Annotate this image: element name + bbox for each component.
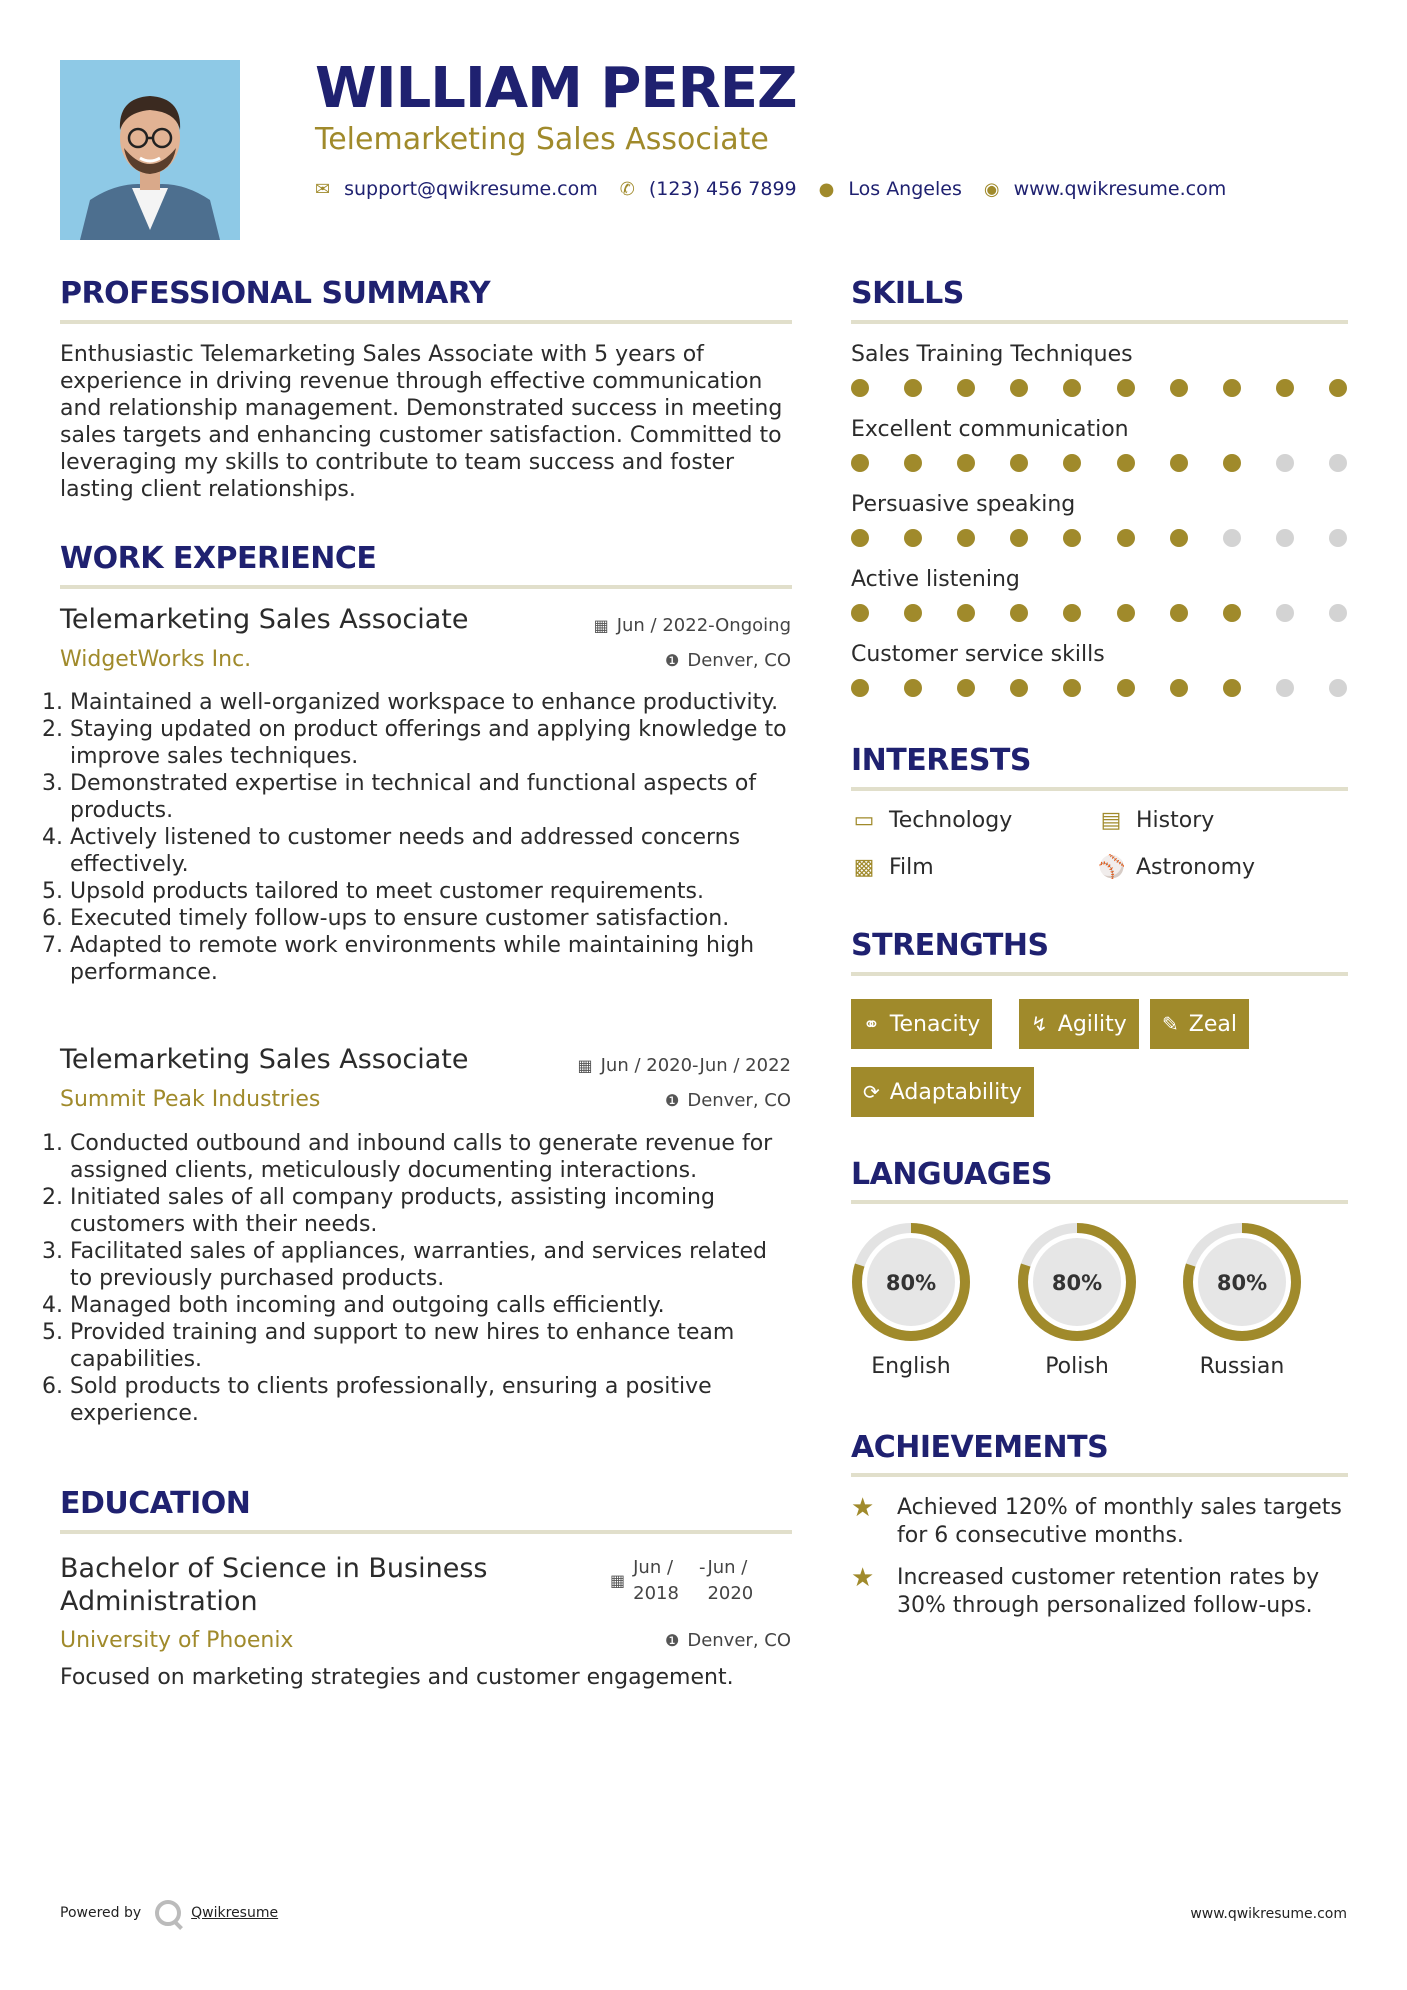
language-gauge xyxy=(849,1220,973,1344)
skills-heading: SKILLS xyxy=(851,276,964,311)
strength-label: Tenacity xyxy=(889,1011,981,1037)
date-end xyxy=(707,1555,753,1607)
job-duties-list xyxy=(52,689,792,986)
rating-dot xyxy=(1276,379,1294,397)
rating-dot xyxy=(957,379,975,397)
skill-name: Persuasive speaking xyxy=(851,492,1076,517)
achievement-text xyxy=(897,1564,1319,1620)
rating-dot xyxy=(1329,604,1347,622)
job-date-text: Jun / 2022-Ongoing xyxy=(616,615,791,636)
rating-dot xyxy=(851,604,869,622)
list-item: 3. Demonstrated expertise in technical and functional aspects of products. xyxy=(70,770,792,824)
job-title: Telemarketing Sales Associate xyxy=(60,604,469,635)
interest-item xyxy=(1098,808,1214,833)
date-start xyxy=(633,1555,679,1607)
language-item xyxy=(1180,1220,1304,1379)
school-location xyxy=(665,1630,791,1651)
languages-heading: LANGUAGES xyxy=(851,1157,1052,1192)
achievement-line: Increased customer retention rates by xyxy=(897,1565,1320,1590)
rating-dot xyxy=(1063,529,1081,547)
interest-item xyxy=(851,808,1012,833)
gauge-percent: 80% xyxy=(1051,1271,1103,1295)
job-location-text: Denver, CO xyxy=(687,650,791,671)
rating-dot xyxy=(1223,679,1241,697)
interest-label: History xyxy=(1136,808,1215,833)
rating-dot xyxy=(1276,679,1294,697)
rating-dot xyxy=(1063,604,1081,622)
rating-dot xyxy=(904,529,922,547)
rating-dot xyxy=(1117,454,1135,472)
education-divider xyxy=(60,1530,792,1534)
skill-rating xyxy=(851,604,1347,622)
rating-dot xyxy=(851,529,869,547)
rating-dot xyxy=(851,679,869,697)
date-text: Jun / xyxy=(633,1557,674,1578)
job-company: Summit Peak Industries xyxy=(60,1087,321,1112)
rating-dot xyxy=(1117,379,1135,397)
rating-dot xyxy=(1170,679,1188,697)
strength-label: Adaptability xyxy=(889,1079,1022,1105)
bolt-icon: ↯ xyxy=(1031,1012,1048,1036)
skills-divider xyxy=(851,320,1348,324)
list-item: 7. Adapted to remote work environments while maintaining high performance. xyxy=(70,932,792,986)
contact-bar xyxy=(315,178,1248,200)
achievement-item xyxy=(851,1494,1342,1550)
rating-dot xyxy=(1223,454,1241,472)
calendar-icon: ▦ xyxy=(610,1571,626,1590)
list-item: 1. Maintained a well-organized workspace to enhance productivity. xyxy=(70,689,792,716)
strengths-heading: STRENGTHS xyxy=(851,928,1049,963)
language-gauge xyxy=(1180,1220,1304,1344)
interest-item xyxy=(1098,855,1255,880)
education-date xyxy=(610,1555,753,1607)
skill-rating xyxy=(851,379,1347,397)
skill-rating xyxy=(851,679,1347,697)
skills-list xyxy=(851,342,1348,717)
list-item: 5. Provided training and support to new hires to enhance team capabilities. xyxy=(70,1319,792,1373)
interest-label: Technology xyxy=(889,808,1013,833)
degree-title xyxy=(60,1552,487,1618)
achievements-divider xyxy=(851,1473,1348,1477)
interests-divider xyxy=(851,787,1348,791)
rating-dot xyxy=(1063,679,1081,697)
pen-icon: ✎ xyxy=(1162,1012,1179,1036)
calendar-icon: ▦ xyxy=(577,1056,593,1075)
rating-dot xyxy=(1170,604,1188,622)
profile-photo xyxy=(60,60,240,240)
rating-dot xyxy=(1223,379,1241,397)
list-item: 3. Facilitated sales of appliances, warranties, and services related to previously purchased products. xyxy=(70,1238,792,1292)
rating-dot xyxy=(957,679,975,697)
footer-powered-by xyxy=(60,1900,278,1926)
language-name: English xyxy=(871,1354,951,1379)
rating-dot xyxy=(1063,379,1081,397)
calendar-icon: ▦ xyxy=(593,616,609,635)
pin-icon: ❶ xyxy=(665,651,680,670)
job-location-text: Denver, CO xyxy=(687,1090,791,1111)
pin-icon: ❶ xyxy=(665,1631,680,1650)
list-item: 5. Upsold products tailored to meet customer requirements. xyxy=(70,878,792,905)
summary-divider xyxy=(60,320,792,324)
phone-icon: ✆ xyxy=(619,178,635,200)
summary-heading: PROFESSIONAL SUMMARY xyxy=(60,276,491,311)
strength-tag xyxy=(851,999,992,1049)
job-location xyxy=(665,650,791,671)
strength-tag xyxy=(1019,999,1139,1049)
rating-dot xyxy=(1170,379,1188,397)
list-item: 2. Staying updated on product offerings and applying knowledge to improve sales techniques. xyxy=(70,716,792,770)
interest-item xyxy=(851,855,934,880)
achievement-line: for 6 consecutive months. xyxy=(897,1523,1184,1548)
rating-dot xyxy=(1117,529,1135,547)
skill-row xyxy=(851,492,1348,567)
skill-name: Customer service skills xyxy=(851,642,1105,667)
list-item: 1. Conducted outbound and inbound calls to generate revenue for assigned clients, meticulously documenting interactions. xyxy=(70,1130,792,1184)
strength-label: Agility xyxy=(1057,1011,1127,1037)
date-text: Jun / xyxy=(707,1557,748,1578)
achievement-line: Achieved 120% of monthly sales targets xyxy=(897,1495,1342,1520)
achievement-line: 30% through personalized follow-ups. xyxy=(897,1593,1313,1618)
job-location xyxy=(665,1090,791,1111)
date-text: 2018 xyxy=(633,1583,679,1604)
skill-row xyxy=(851,567,1348,642)
school-name: University of Phoenix xyxy=(60,1628,294,1653)
rating-dot xyxy=(1329,529,1347,547)
skill-name: Sales Training Techniques xyxy=(851,342,1133,367)
star-icon: ★ xyxy=(851,1493,875,1523)
strength-tag xyxy=(1150,999,1249,1049)
achievement-text xyxy=(897,1494,1342,1550)
rating-dot xyxy=(1170,454,1188,472)
candidate-title: Telemarketing Sales Associate xyxy=(315,122,769,157)
rating-dot xyxy=(1010,604,1028,622)
rating-dot xyxy=(1010,379,1028,397)
rating-dot xyxy=(904,454,922,472)
rating-dot xyxy=(1010,529,1028,547)
job-duties-list xyxy=(52,1130,792,1427)
rating-dot xyxy=(1329,454,1347,472)
language-name: Polish xyxy=(1045,1354,1109,1379)
strength-label: Zeal xyxy=(1188,1011,1237,1037)
list-item: 6. Sold products to clients professionally, ensuring a positive experience. xyxy=(70,1373,792,1427)
list-item: 2. Initiated sales of all company products, assisting incoming customers with their needs. xyxy=(70,1184,792,1238)
utensils-icon: ⚾ xyxy=(1098,855,1126,880)
date-separator: - xyxy=(698,1557,706,1578)
languages-divider xyxy=(851,1200,1348,1204)
job-company: WidgetWorks Inc. xyxy=(60,647,252,672)
footer-url[interactable]: www.qwikresume.com xyxy=(1190,1906,1347,1922)
language-name: Russian xyxy=(1199,1354,1285,1379)
rating-dot xyxy=(1010,679,1028,697)
qwikresume-logo-icon xyxy=(155,1900,181,1926)
skill-row xyxy=(851,342,1348,417)
rating-dot xyxy=(1117,679,1135,697)
link-icon: ⚭ xyxy=(863,1012,880,1036)
rating-dot xyxy=(1276,529,1294,547)
film-icon: ▩ xyxy=(853,855,875,880)
summary-text: Enthusiastic Telemarketing Sales Associate with 5 years of experience in driving revenue through effective communication and relationship management. Demonstrated success in meeting sales targets and enhancing customer satisfaction. Committed to leveraging my skills to contribute to team success and foster lasting client relationships. xyxy=(60,342,783,502)
school-location-text: Denver, CO xyxy=(687,1630,791,1651)
gauge-percent: 80% xyxy=(885,1271,937,1295)
rating-dot xyxy=(904,379,922,397)
strength-tag xyxy=(851,1067,1034,1117)
rating-dot xyxy=(1223,529,1241,547)
rating-dot xyxy=(957,529,975,547)
star-icon: ★ xyxy=(851,1563,875,1593)
skill-name: Excellent communication xyxy=(851,417,1129,442)
list-item: 4. Actively listened to customer needs and addressed concerns effectively. xyxy=(70,824,792,878)
interest-label: Film xyxy=(889,855,934,880)
language-gauge xyxy=(1015,1220,1139,1344)
degree-line: Bachelor of Science in Business xyxy=(60,1553,488,1584)
skill-rating xyxy=(851,529,1347,547)
education-heading: EDUCATION xyxy=(60,1486,251,1521)
skill-name: Active listening xyxy=(851,567,1020,592)
pin-icon: ❶ xyxy=(665,1091,680,1110)
achievements-heading: ACHIEVEMENTS xyxy=(851,1430,1109,1465)
rating-dot xyxy=(1117,604,1135,622)
globe-icon: ◉ xyxy=(983,178,1000,200)
job-title: Telemarketing Sales Associate xyxy=(60,1044,469,1075)
rating-dot xyxy=(1329,679,1347,697)
map-pin-icon: ● xyxy=(818,178,835,200)
powered-by-text: Powered by xyxy=(60,1905,142,1921)
job-date xyxy=(577,1055,791,1076)
rating-dot xyxy=(904,604,922,622)
contact-website[interactable]: www.qwikresume.com xyxy=(1013,178,1227,200)
language-item xyxy=(1015,1220,1139,1379)
job-date xyxy=(594,615,791,636)
list-item: 4. Managed both incoming and outgoing calls efficiently. xyxy=(70,1292,792,1319)
museum-icon: ▤ xyxy=(1100,808,1122,833)
achievement-item xyxy=(851,1564,1319,1620)
interest-label: Astronomy xyxy=(1136,855,1256,880)
rating-dot xyxy=(1063,454,1081,472)
skill-rating xyxy=(851,454,1347,472)
rating-dot xyxy=(957,604,975,622)
rating-dot xyxy=(851,454,869,472)
language-item xyxy=(849,1220,973,1379)
rating-dot xyxy=(1276,454,1294,472)
strengths-divider xyxy=(851,972,1348,976)
rating-dot xyxy=(904,679,922,697)
list-item: 6. Executed timely follow-ups to ensure customer satisfaction. xyxy=(70,905,792,932)
rating-dot xyxy=(957,454,975,472)
job-date-text: Jun / 2020-Jun / 2022 xyxy=(600,1055,791,1076)
contact-location: Los Angeles xyxy=(848,178,962,200)
contact-email[interactable]: support@qwikresume.com xyxy=(344,178,598,200)
skill-row xyxy=(851,642,1348,717)
experience-divider xyxy=(60,585,792,589)
experience-heading: WORK EXPERIENCE xyxy=(60,541,377,576)
laptop-icon: ▭ xyxy=(853,808,875,833)
rating-dot xyxy=(1223,604,1241,622)
education-description: Focused on marketing strategies and customer engagement. xyxy=(60,1665,734,1690)
rating-dot xyxy=(1329,379,1347,397)
rating-dot xyxy=(1276,604,1294,622)
date-text: 2020 xyxy=(707,1583,754,1604)
rating-dot xyxy=(1170,529,1188,547)
brand-link[interactable]: Qwikresume xyxy=(191,1905,279,1921)
contact-phone: (123) 456 7899 xyxy=(648,178,797,200)
refresh-icon: ⟳ xyxy=(863,1080,880,1104)
envelope-icon: ✉ xyxy=(315,178,331,200)
rating-dot xyxy=(1010,454,1028,472)
gauge-percent: 80% xyxy=(1216,1271,1268,1295)
interests-heading: INTERESTS xyxy=(851,743,1031,778)
rating-dot xyxy=(851,379,869,397)
candidate-name: WILLIAM PEREZ xyxy=(315,56,797,121)
skill-row xyxy=(851,417,1348,492)
degree-line: Administration xyxy=(60,1586,258,1617)
